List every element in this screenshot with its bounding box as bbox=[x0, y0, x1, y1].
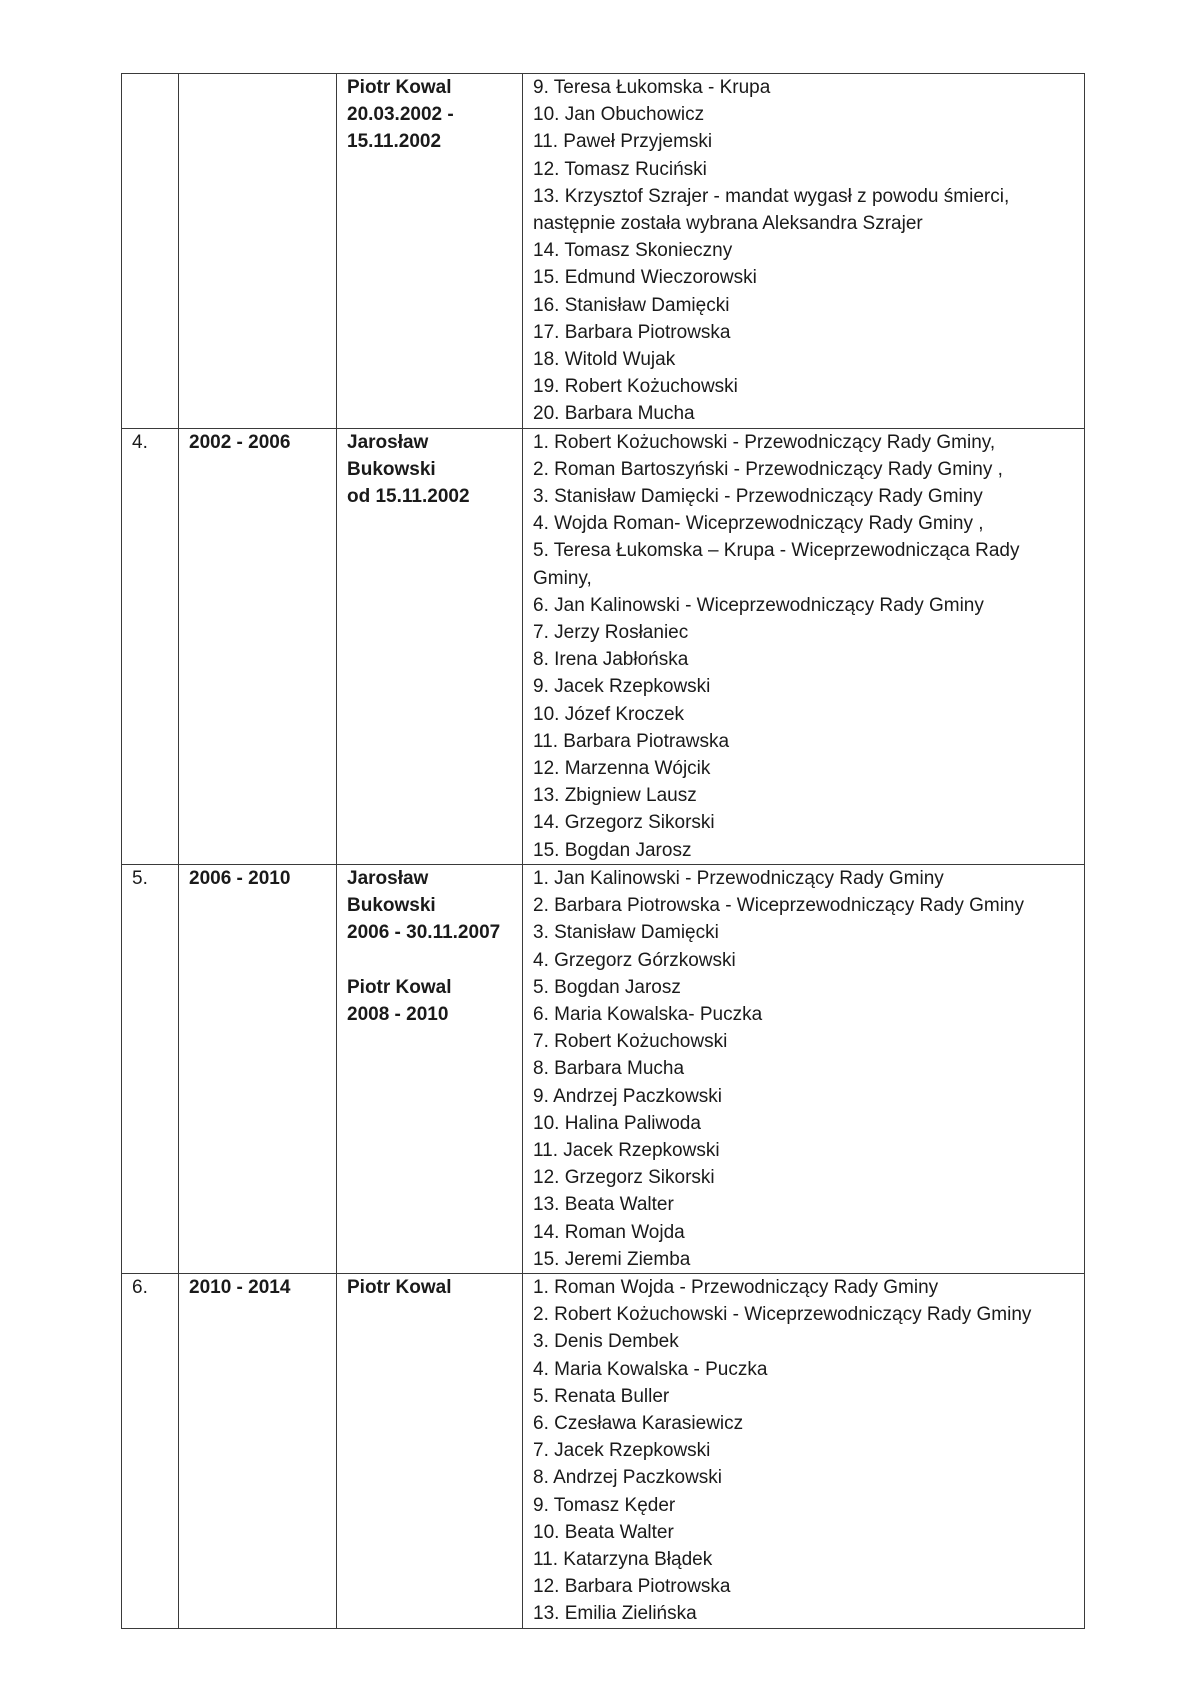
term-number: 6. bbox=[122, 1273, 179, 1628]
list-item: 11. Katarzyna Błądek bbox=[533, 1548, 713, 1570]
list-item: 18. Witold Wujak bbox=[533, 349, 676, 371]
term-number: 5. bbox=[122, 864, 179, 1273]
list-item: 20. Barbara Mucha bbox=[533, 403, 695, 425]
list-item: 13. Krzysztof Szrajer - mandat wygasł z powodu śmierci, następnie została wybrana Aleksandra Szrajer bbox=[533, 185, 1010, 235]
list-item: 8. Barbara Mucha bbox=[533, 1058, 685, 1080]
council-members-cell bbox=[523, 864, 1085, 1273]
list-item: 13. Emilia Zielińska bbox=[533, 1603, 697, 1625]
list-item: 7. Jerzy Rosłaniec bbox=[533, 622, 689, 644]
council-members-list bbox=[533, 429, 1074, 864]
mayor-cell bbox=[337, 428, 523, 864]
list-item: 11. Barbara Piotrawska bbox=[533, 730, 730, 752]
list-item: 6. Czesława Karasiewicz bbox=[533, 1412, 744, 1434]
list-item: 2. Barbara Piotrowska - Wiceprzewodniczący Rady Gminy bbox=[533, 895, 1025, 917]
list-item: 10. Józef Kroczek bbox=[533, 703, 685, 725]
list-item: 19. Robert Kożuchowski bbox=[533, 376, 738, 398]
mayor-line: Bukowski bbox=[347, 458, 436, 480]
list-item: 9. Tomasz Kęder bbox=[533, 1494, 676, 1516]
term-period: 2010 - 2014 bbox=[179, 1273, 337, 1628]
term-number bbox=[122, 74, 179, 429]
table-row bbox=[122, 428, 1085, 864]
mayor-line: 20.03.2002 - bbox=[347, 104, 454, 126]
list-item: 17. Barbara Piotrowska bbox=[533, 321, 731, 343]
council-members-list bbox=[533, 1274, 1074, 1628]
list-item: 7. Robert Kożuchowski bbox=[533, 1031, 728, 1053]
table-row bbox=[122, 864, 1085, 1273]
list-item: 11. Paweł Przyjemski bbox=[533, 131, 713, 153]
list-item: 14. Grzegorz Sikorski bbox=[533, 812, 715, 834]
mayor-cell bbox=[337, 74, 523, 429]
list-item: 5. Teresa Łukomska – Krupa - Wiceprzewodnicząca Rady Gminy, bbox=[533, 540, 1020, 589]
list-item: 10. Halina Paliwoda bbox=[533, 1112, 701, 1134]
list-item: 5. Bogdan Jarosz bbox=[533, 976, 681, 998]
list-item: 12. Tomasz Ruciński bbox=[533, 158, 707, 180]
list-item: 4. Maria Kowalska - Puczka bbox=[533, 1358, 768, 1380]
list-item: 10. Jan Obuchowicz bbox=[533, 104, 705, 126]
term-period: 2002 - 2006 bbox=[179, 428, 337, 864]
document-page bbox=[121, 73, 1084, 1629]
mayor-line: 2006 - 30.11.2007 bbox=[347, 922, 501, 944]
table-body bbox=[122, 74, 1085, 1629]
list-item: 14. Tomasz Skonieczny bbox=[533, 240, 733, 262]
table-row bbox=[122, 74, 1085, 429]
list-item: 12. Marzenna Wójcik bbox=[533, 758, 711, 780]
list-item: 4. Grzegorz Górzkowski bbox=[533, 949, 736, 971]
council-members-cell bbox=[523, 1273, 1085, 1628]
list-item: 6. Jan Kalinowski - Wiceprzewodniczący Rady Gminy bbox=[533, 594, 984, 616]
mayor-line: Piotr Kowal bbox=[347, 1276, 452, 1298]
list-item: 9. Jacek Rzepkowski bbox=[533, 676, 711, 698]
mayor-line: od 15.11.2002 bbox=[347, 486, 470, 508]
term-period bbox=[179, 74, 337, 429]
list-item: 15. Bogdan Jarosz bbox=[533, 839, 692, 861]
list-item: 1. Robert Kożuchowski - Przewodniczący Rady Gminy, bbox=[533, 431, 996, 453]
list-item: 3. Stanisław Damięcki bbox=[533, 922, 719, 944]
list-item: 12. Grzegorz Sikorski bbox=[533, 1167, 715, 1189]
mayor-line: Jarosław bbox=[347, 867, 429, 889]
list-item: 13. Beata Walter bbox=[533, 1194, 674, 1216]
list-item: 1. Roman Wojda - Przewodniczący Rady Gminy bbox=[533, 1276, 939, 1298]
mayor-line: 2008 - 2010 bbox=[347, 1003, 449, 1025]
table-row bbox=[122, 1273, 1085, 1628]
council-members-list bbox=[533, 865, 1074, 1273]
mayor-cell bbox=[337, 1273, 523, 1628]
mayor-line: Jarosław bbox=[347, 431, 429, 453]
list-item: 6. Maria Kowalska- Puczka bbox=[533, 1003, 763, 1025]
council-members-cell bbox=[523, 74, 1085, 429]
list-item: 9. Andrzej Paczkowski bbox=[533, 1085, 723, 1107]
mayor-line: Piotr Kowal bbox=[347, 976, 452, 998]
list-item: 1. Jan Kalinowski - Przewodniczący Rady Gminy bbox=[533, 867, 944, 889]
list-item: 15. Edmund Wieczorowski bbox=[533, 267, 757, 289]
term-number: 4. bbox=[122, 428, 179, 864]
list-item: 7. Jacek Rzepkowski bbox=[533, 1440, 711, 1462]
council-members-list bbox=[533, 74, 1074, 428]
mayor-line: Bukowski bbox=[347, 895, 436, 917]
list-item: 13. Zbigniew Lausz bbox=[533, 785, 697, 807]
list-item: 12. Barbara Piotrowska bbox=[533, 1576, 731, 1598]
council-members-cell bbox=[523, 428, 1085, 864]
list-item: 8. Andrzej Paczkowski bbox=[533, 1467, 723, 1489]
list-item: 9. Teresa Łukomska - Krupa bbox=[533, 77, 771, 98]
list-item: 16. Stanisław Damięcki bbox=[533, 294, 730, 316]
term-period: 2006 - 2010 bbox=[179, 864, 337, 1273]
list-item: 3. Denis Dembek bbox=[533, 1331, 679, 1353]
mayor-spacer bbox=[347, 947, 512, 974]
mayor-cell bbox=[337, 864, 523, 1273]
list-item: 11. Jacek Rzepkowski bbox=[533, 1139, 720, 1161]
mayor-line: 15.11.2002 bbox=[347, 131, 442, 153]
list-item: 3. Stanisław Damięcki - Przewodniczący Rady Gminy bbox=[533, 486, 983, 508]
council-terms-table bbox=[121, 73, 1085, 1629]
list-item: 8. Irena Jabłońska bbox=[533, 649, 689, 671]
list-item: 2. Robert Kożuchowski - Wiceprzewodniczący Rady Gminy bbox=[533, 1304, 1032, 1326]
list-item: 14. Roman Wojda bbox=[533, 1221, 685, 1243]
mayor-line: Piotr Kowal bbox=[347, 77, 452, 98]
list-item: 10. Beata Walter bbox=[533, 1521, 674, 1543]
list-item: 2. Roman Bartoszyński - Przewodniczący Rady Gminy , bbox=[533, 458, 1003, 480]
list-item: 4. Wojda Roman- Wiceprzewodniczący Rady Gminy , bbox=[533, 513, 984, 535]
list-item: 15. Jeremi Ziemba bbox=[533, 1248, 691, 1270]
list-item: 5. Renata Buller bbox=[533, 1385, 670, 1407]
